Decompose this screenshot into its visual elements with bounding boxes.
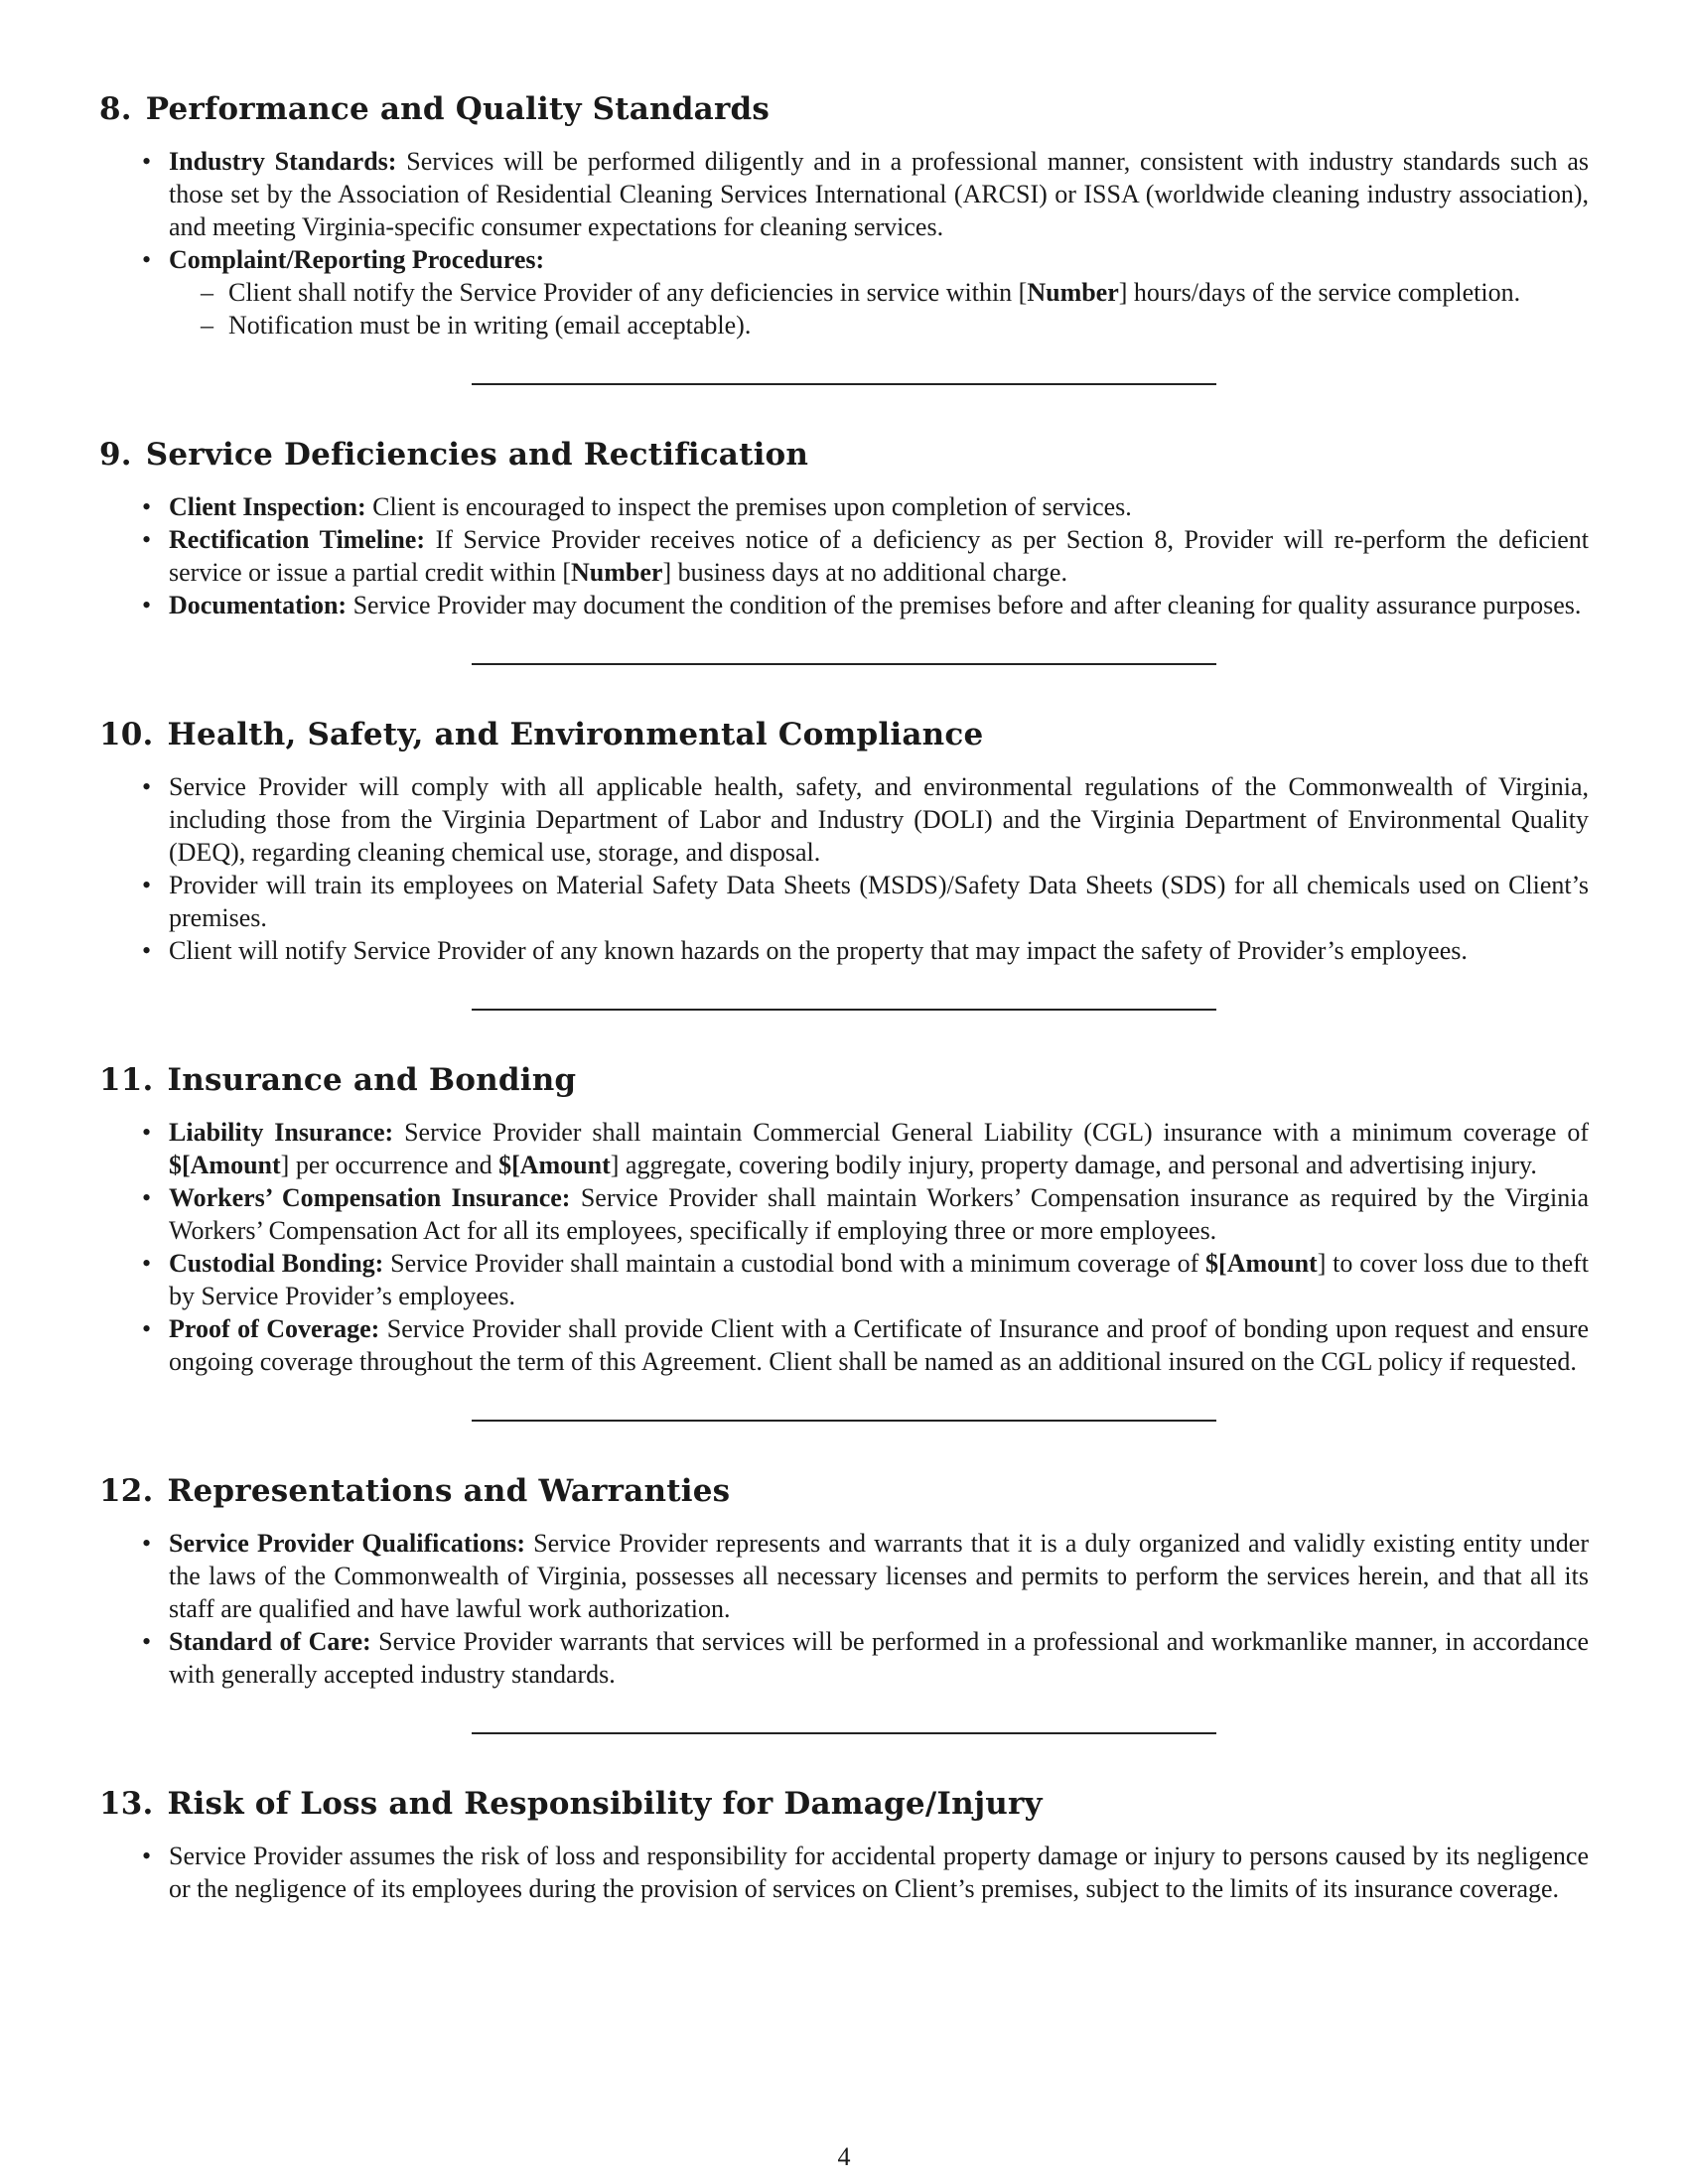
item-text: Service Provider warrants that services will be performed in a professional and workmanlike manner, in accordance with generally accepted industry standards. [169, 1627, 1590, 1689]
item-label: Industry Standards: [169, 147, 397, 176]
item-label: Liability Insurance: [169, 1118, 394, 1147]
section-8 [99, 87, 1589, 341]
section-9 [99, 433, 1589, 621]
item-text: Service Provider shall maintain Workers’ Compensation insurance as required by the Virginia Workers’ Compensation Act for all its employees, specifically if employing three or more employees. [169, 1183, 1589, 1245]
item-label: Workers’ Compensation Insurance: [169, 1183, 571, 1212]
section-12 [99, 1469, 1589, 1691]
item-text: Service Provider shall maintain a custodial bond with a minimum coverage of [390, 1249, 1206, 1278]
item-label: Client Inspection: [169, 492, 366, 521]
placeholder-number: Number [1027, 278, 1119, 307]
sub-list [169, 276, 1589, 341]
item-text: Client is encouraged to inspect the premises upon completion of services. [372, 492, 1132, 521]
section-heading: 8. Performance and Quality Standards [99, 91, 771, 127]
list-item: • Rectification Timeline: If Service Provider receives notice of a deficiency as per Section 8, Provider will re-perform the deficient service or issue a partial credit within [Number] business days at no additional charge. [99, 523, 1589, 589]
item-label: Complaint/Reporting Procedures: [169, 245, 545, 274]
section-title: Performance and Quality Standards [145, 91, 771, 127]
section-title: Insurance and Bonding [167, 1062, 577, 1098]
placeholder-amount: $[Amount [498, 1151, 611, 1179]
document-body [99, 87, 1589, 1905]
section-heading: 9. Service Deficiencies and Rectification [99, 437, 809, 473]
item-label: Rectification Timeline: [169, 525, 425, 554]
item-label: Service Provider Qualifications: [169, 1529, 526, 1558]
sub-list-item: – Client shall notify the Service Provider of any deficiencies in service within [Number] hours/days of the service completion. [169, 276, 1589, 309]
placeholder-number: Number [571, 558, 663, 587]
item-text: Service Provider shall provide Client with a Certificate of Insurance and proof of bonding upon request and ensure ongoing coverage throughout the term of this Agreement. Client shall be named as an additional insured on the CGL policy if requested. [169, 1314, 1589, 1376]
bullet-list [99, 145, 1589, 341]
page-number: 4 [837, 2142, 851, 2171]
list-item [99, 243, 1589, 341]
item-label: Custodial Bonding: [169, 1249, 384, 1278]
placeholder-amount: $[Amount [169, 1151, 281, 1179]
sub-list-item: – Notification must be in writing (email acceptable). [169, 309, 1589, 341]
section-heading: 13. Risk of Loss and Responsibility for Damage/Injury [99, 1786, 1043, 1822]
item-text: Service Provider represents and warrants that it is a duly organized and validly existing entity under the laws of the Commonwealth of Virginia, possesses all necessary licenses and permits to perform the services herein, and that all its staff are qualified and have lawful work authorization. [169, 1529, 1590, 1623]
section-divider [472, 383, 1216, 385]
section-13 [99, 1782, 1589, 1905]
item-text: Service Provider assumes the risk of loss and responsibility for accidental property damage or injury to persons caused by its negligence or the negligence of its employees during the provision of services on Client’s premises, subject to the limits of its insurance coverage. [169, 1842, 1589, 1903]
section-title: Health, Safety, and Environmental Compliance [167, 717, 984, 752]
section-divider [472, 1732, 1216, 1734]
section-title: Service Deficiencies and Rectification [145, 437, 809, 473]
list-item [99, 1312, 1589, 1378]
item-label: Proof of Coverage: [169, 1314, 380, 1343]
bullet-list [99, 1116, 1589, 1378]
list-item [99, 145, 1589, 243]
section-heading: 11. Insurance and Bonding [99, 1062, 577, 1098]
list-item [99, 1527, 1589, 1625]
list-item: • Liability Insurance: Service Provider shall maintain Commercial General Liability (CGL) insurance with a minimum coverage of $[Amount] per occurrence and $[Amount] aggregate, covering bodily injury, property damage, and personal and advertising injury. [99, 1116, 1589, 1181]
section-title: Representations and Warranties [167, 1473, 731, 1509]
item-label: Standard of Care: [169, 1627, 371, 1656]
item-text: Provider will train its employees on Material Safety Data Sheets (MSDS)/Safety Data Sheets (SDS) for all chemicals used on Client’s premises. [169, 871, 1589, 932]
placeholder-amount: $[Amount [1205, 1249, 1318, 1278]
section-11 [99, 1058, 1589, 1378]
list-item [99, 1840, 1589, 1905]
bullet-list [99, 490, 1589, 621]
section-divider [472, 663, 1216, 665]
list-item: • Custodial Bonding: Service Provider shall maintain a custodial bond with a minimum coverage of $[Amount] to cover loss due to theft by Service Provider’s employees. [99, 1247, 1589, 1312]
item-text: If Service Provider receives notice of a deficiency as per Section 8, Provider will re-perform the deficient service or issue a partial credit within [ [169, 525, 1590, 587]
list-item [99, 490, 1589, 523]
item-text: Service Provider shall maintain Commercial General Liability (CGL) insurance with a minimum coverage of [404, 1118, 1589, 1147]
bullet-list [99, 1840, 1589, 1905]
list-item [99, 1181, 1589, 1247]
item-text: Service Provider will comply with all applicable health, safety, and environmental regulations of the Commonwealth of Virginia, including those from the Virginia Department of Labor and Industry (DOLI) and the Virginia Department of Environmental Quality (DEQ), regarding cleaning chemical use, storage, and disposal. [169, 772, 1589, 867]
section-heading: 12. Representations and Warranties [99, 1473, 731, 1509]
section-divider [472, 1420, 1216, 1422]
section-divider [472, 1009, 1216, 1011]
item-text: Services will be performed diligently and in a professional manner, consistent with industry standards such as those set by the Association of Residential Cleaning Services International (ARCSI) or ISSA (worldwide cleaning industry association), and meeting Virginia-specific consumer expectations for cleaning services. [169, 147, 1590, 241]
item-label: Documentation: [169, 591, 348, 619]
item-text: Service Provider may document the condition of the premises before and after cleaning for quality assurance purposes. [352, 591, 1582, 619]
list-item [99, 869, 1589, 934]
list-item [99, 770, 1589, 869]
section-heading: 10. Health, Safety, and Environmental Compliance [99, 717, 984, 752]
section-10 [99, 713, 1589, 967]
list-item [99, 589, 1589, 621]
bullet-list [99, 770, 1589, 967]
section-title: Risk of Loss and Responsibility for Damage/Injury [167, 1786, 1043, 1822]
bullet-list [99, 1527, 1589, 1691]
item-text: Client will notify Service Provider of any known hazards on the property that may impact the safety of Provider’s employees. [169, 936, 1468, 965]
list-item [99, 934, 1589, 967]
list-item [99, 1625, 1589, 1691]
